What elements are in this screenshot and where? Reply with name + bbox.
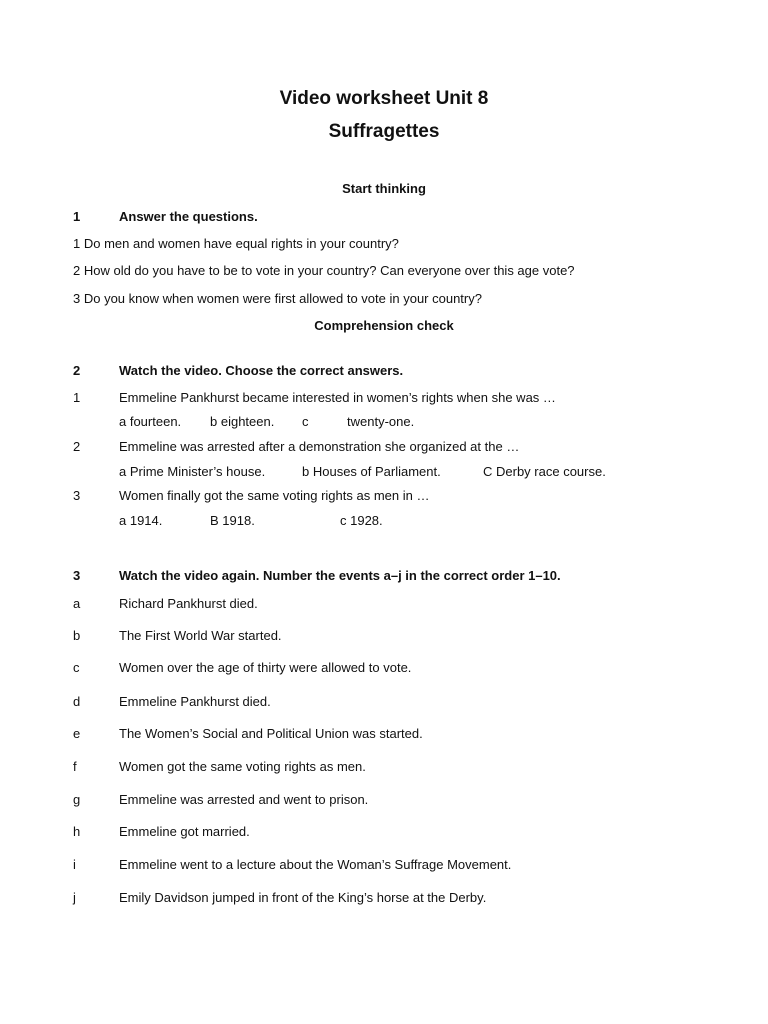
mc-item-question: Women finally got the same voting rights as men in … xyxy=(119,488,430,503)
event-text: Emily Davidson jumped in front of the King’s horse at the Derby. xyxy=(119,890,487,905)
mc-option: a Prime Minister’s house. xyxy=(119,464,266,479)
task-2-number: 2 xyxy=(73,363,81,378)
mc-option: B 1918. xyxy=(210,513,255,528)
task-1-instruction: Answer the questions. xyxy=(119,209,258,224)
mc-item-number: 1 xyxy=(73,390,81,405)
question-1: 1 Do men and women have equal rights in your country? xyxy=(73,236,399,251)
event-text: Richard Pankhurst died. xyxy=(119,596,258,611)
task-2-instruction: Watch the video. Choose the correct answers. xyxy=(119,363,404,378)
event-letter: h xyxy=(73,824,81,839)
start-thinking-heading: Start thinking xyxy=(342,181,426,196)
mc-option: twenty-one. xyxy=(347,414,415,429)
event-text: Women over the age of thirty were allowed to vote. xyxy=(119,660,412,675)
event-text: The First World War started. xyxy=(119,628,282,643)
worksheet-title: Video worksheet Unit 8 xyxy=(279,88,489,109)
mc-option: b Houses of Parliament. xyxy=(302,464,441,479)
mc-option: a fourteen. xyxy=(119,414,182,429)
event-letter: a xyxy=(73,596,81,611)
event-letter: g xyxy=(73,792,81,807)
question-2: 2 How old do you have to be to vote in your country? Can everyone over this age vote? xyxy=(73,263,575,278)
event-letter: d xyxy=(73,694,81,709)
mc-option: b eighteen. xyxy=(210,414,275,429)
event-letter: b xyxy=(73,628,81,643)
mc-item-question: Emmeline Pankhurst became interested in women’s rights when she was … xyxy=(119,390,556,405)
mc-option: C Derby race course. xyxy=(483,464,606,479)
mc-option: a 1914. xyxy=(119,513,163,528)
mc-item-number: 2 xyxy=(73,439,81,454)
worksheet-subtitle: Suffragettes xyxy=(328,121,440,142)
event-text: Emmeline was arrested and went to prison. xyxy=(119,792,369,807)
event-letter: c xyxy=(73,660,80,675)
event-letter: j xyxy=(73,890,76,905)
event-text: Emmeline went to a lecture about the Woman’s Suffrage Movement. xyxy=(119,857,512,872)
event-letter: i xyxy=(73,857,76,872)
comprehension-heading: Comprehension check xyxy=(314,318,454,333)
task-3-number: 3 xyxy=(73,568,81,583)
question-3: 3 Do you know when women were first allowed to vote in your country? xyxy=(73,291,482,306)
task-1-number: 1 xyxy=(73,209,81,224)
mc-item-question: Emmeline was arrested after a demonstration she organized at the … xyxy=(119,439,520,454)
mc-option: c 1928. xyxy=(340,513,383,528)
event-letter: f xyxy=(73,759,77,774)
event-text: The Women’s Social and Political Union was started. xyxy=(119,726,423,741)
mc-item-number: 3 xyxy=(73,488,81,503)
event-text: Women got the same voting rights as men. xyxy=(119,759,366,774)
event-letter: e xyxy=(73,726,81,741)
event-text: Emmeline got married. xyxy=(119,824,250,839)
task-3-instruction: Watch the video again. Number the events a–j in the correct order 1–10. xyxy=(119,568,561,583)
event-text: Emmeline Pankhurst died. xyxy=(119,694,271,709)
mc-option: c xyxy=(302,414,309,429)
